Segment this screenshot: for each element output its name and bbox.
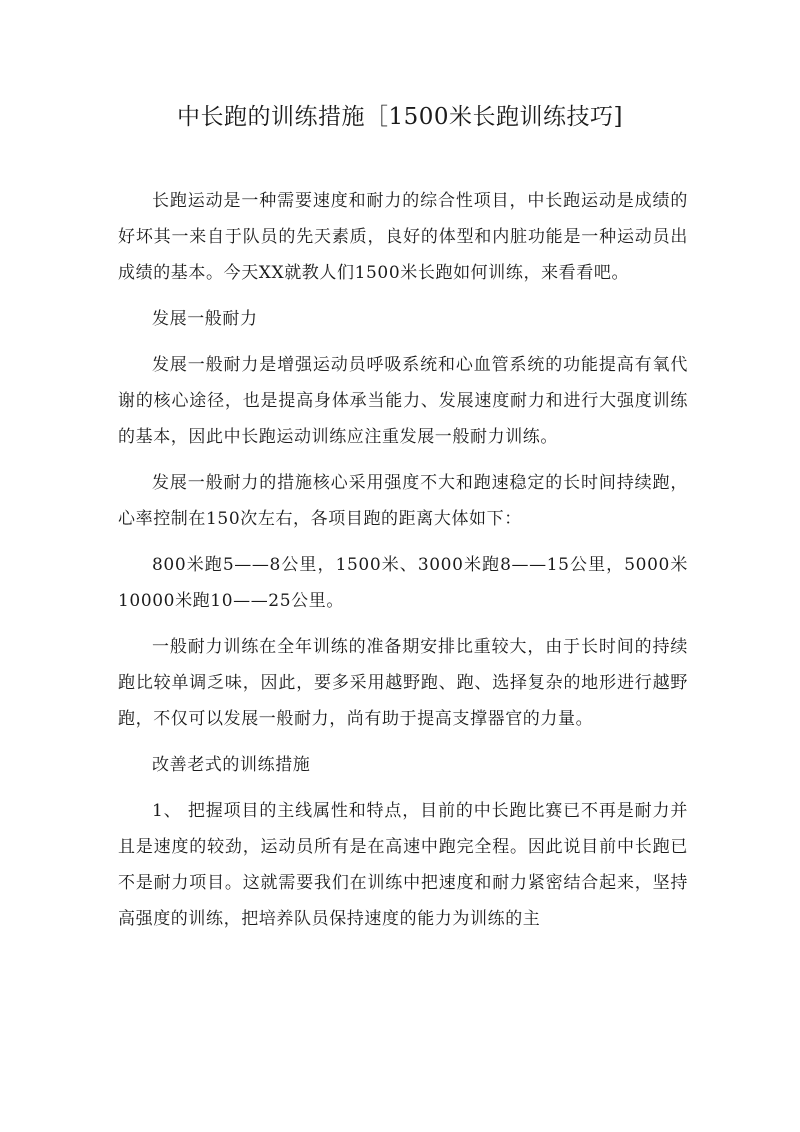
paragraph-cross-country: 一般耐力训练在全年训练的准备期安排比重较大，由于长时间的持续跑比较单调乏味，因此，要多采用越野跑、跑、选择复杂的地形进行越野跑，不仅可以发展一般耐力，尚有助于提高支撑器官的力量。 [118,637,688,729]
section-heading-general-endurance: 发展一般耐力 [152,309,258,329]
paragraph-endurance-purpose: 发展一般耐力是增强运动员呼吸系统和心血管系统的功能提高有氧代谢的核心途径，也是提高身体承当能力、发展速度耐力和进行大强度训练的基本，因此中长跑运动训练应注重发展一般耐力训练。 [118,355,688,447]
paragraph-distances: 800米跑5——8公里，1500米、3000米跑8——15公里，5000米10000米跑10——25公里。 [118,555,688,611]
document-body [118,183,688,947]
paragraph-point-1: 1、 把握项目的主线属性和特点，目前的中长跑比赛已不再是耐力并且是速度的较劲，运动员所有是在高速中跑完全程。因此说目前中长跑已不是耐力项目。这就需要我们在训练中把速度和耐力紧密结合起来，坚持高强度的训练，把培养队员保持速度的能力为训练的主 [118,801,688,929]
paragraph-endurance-method: 发展一般耐力的措施核心采用强度不大和跑速稳定的长时间持续跑，心率控制在150次左右，各项目跑的距离大体如下： [118,473,688,529]
paragraph-intro: 长跑运动是一种需要速度和耐力的综合性项目，中长跑运动是成绩的好坏其一来自于队员的先天素质，良好的体型和内脏功能是一种运动员出成绩的基本。今天XX就教人们1500米长跑如何训练，来看看吧。 [118,191,688,283]
section-heading-improve-methods: 改善老式的训练措施 [152,755,311,775]
document-title: 中长跑的训练措施［1500米长跑训练技巧] [176,104,623,130]
